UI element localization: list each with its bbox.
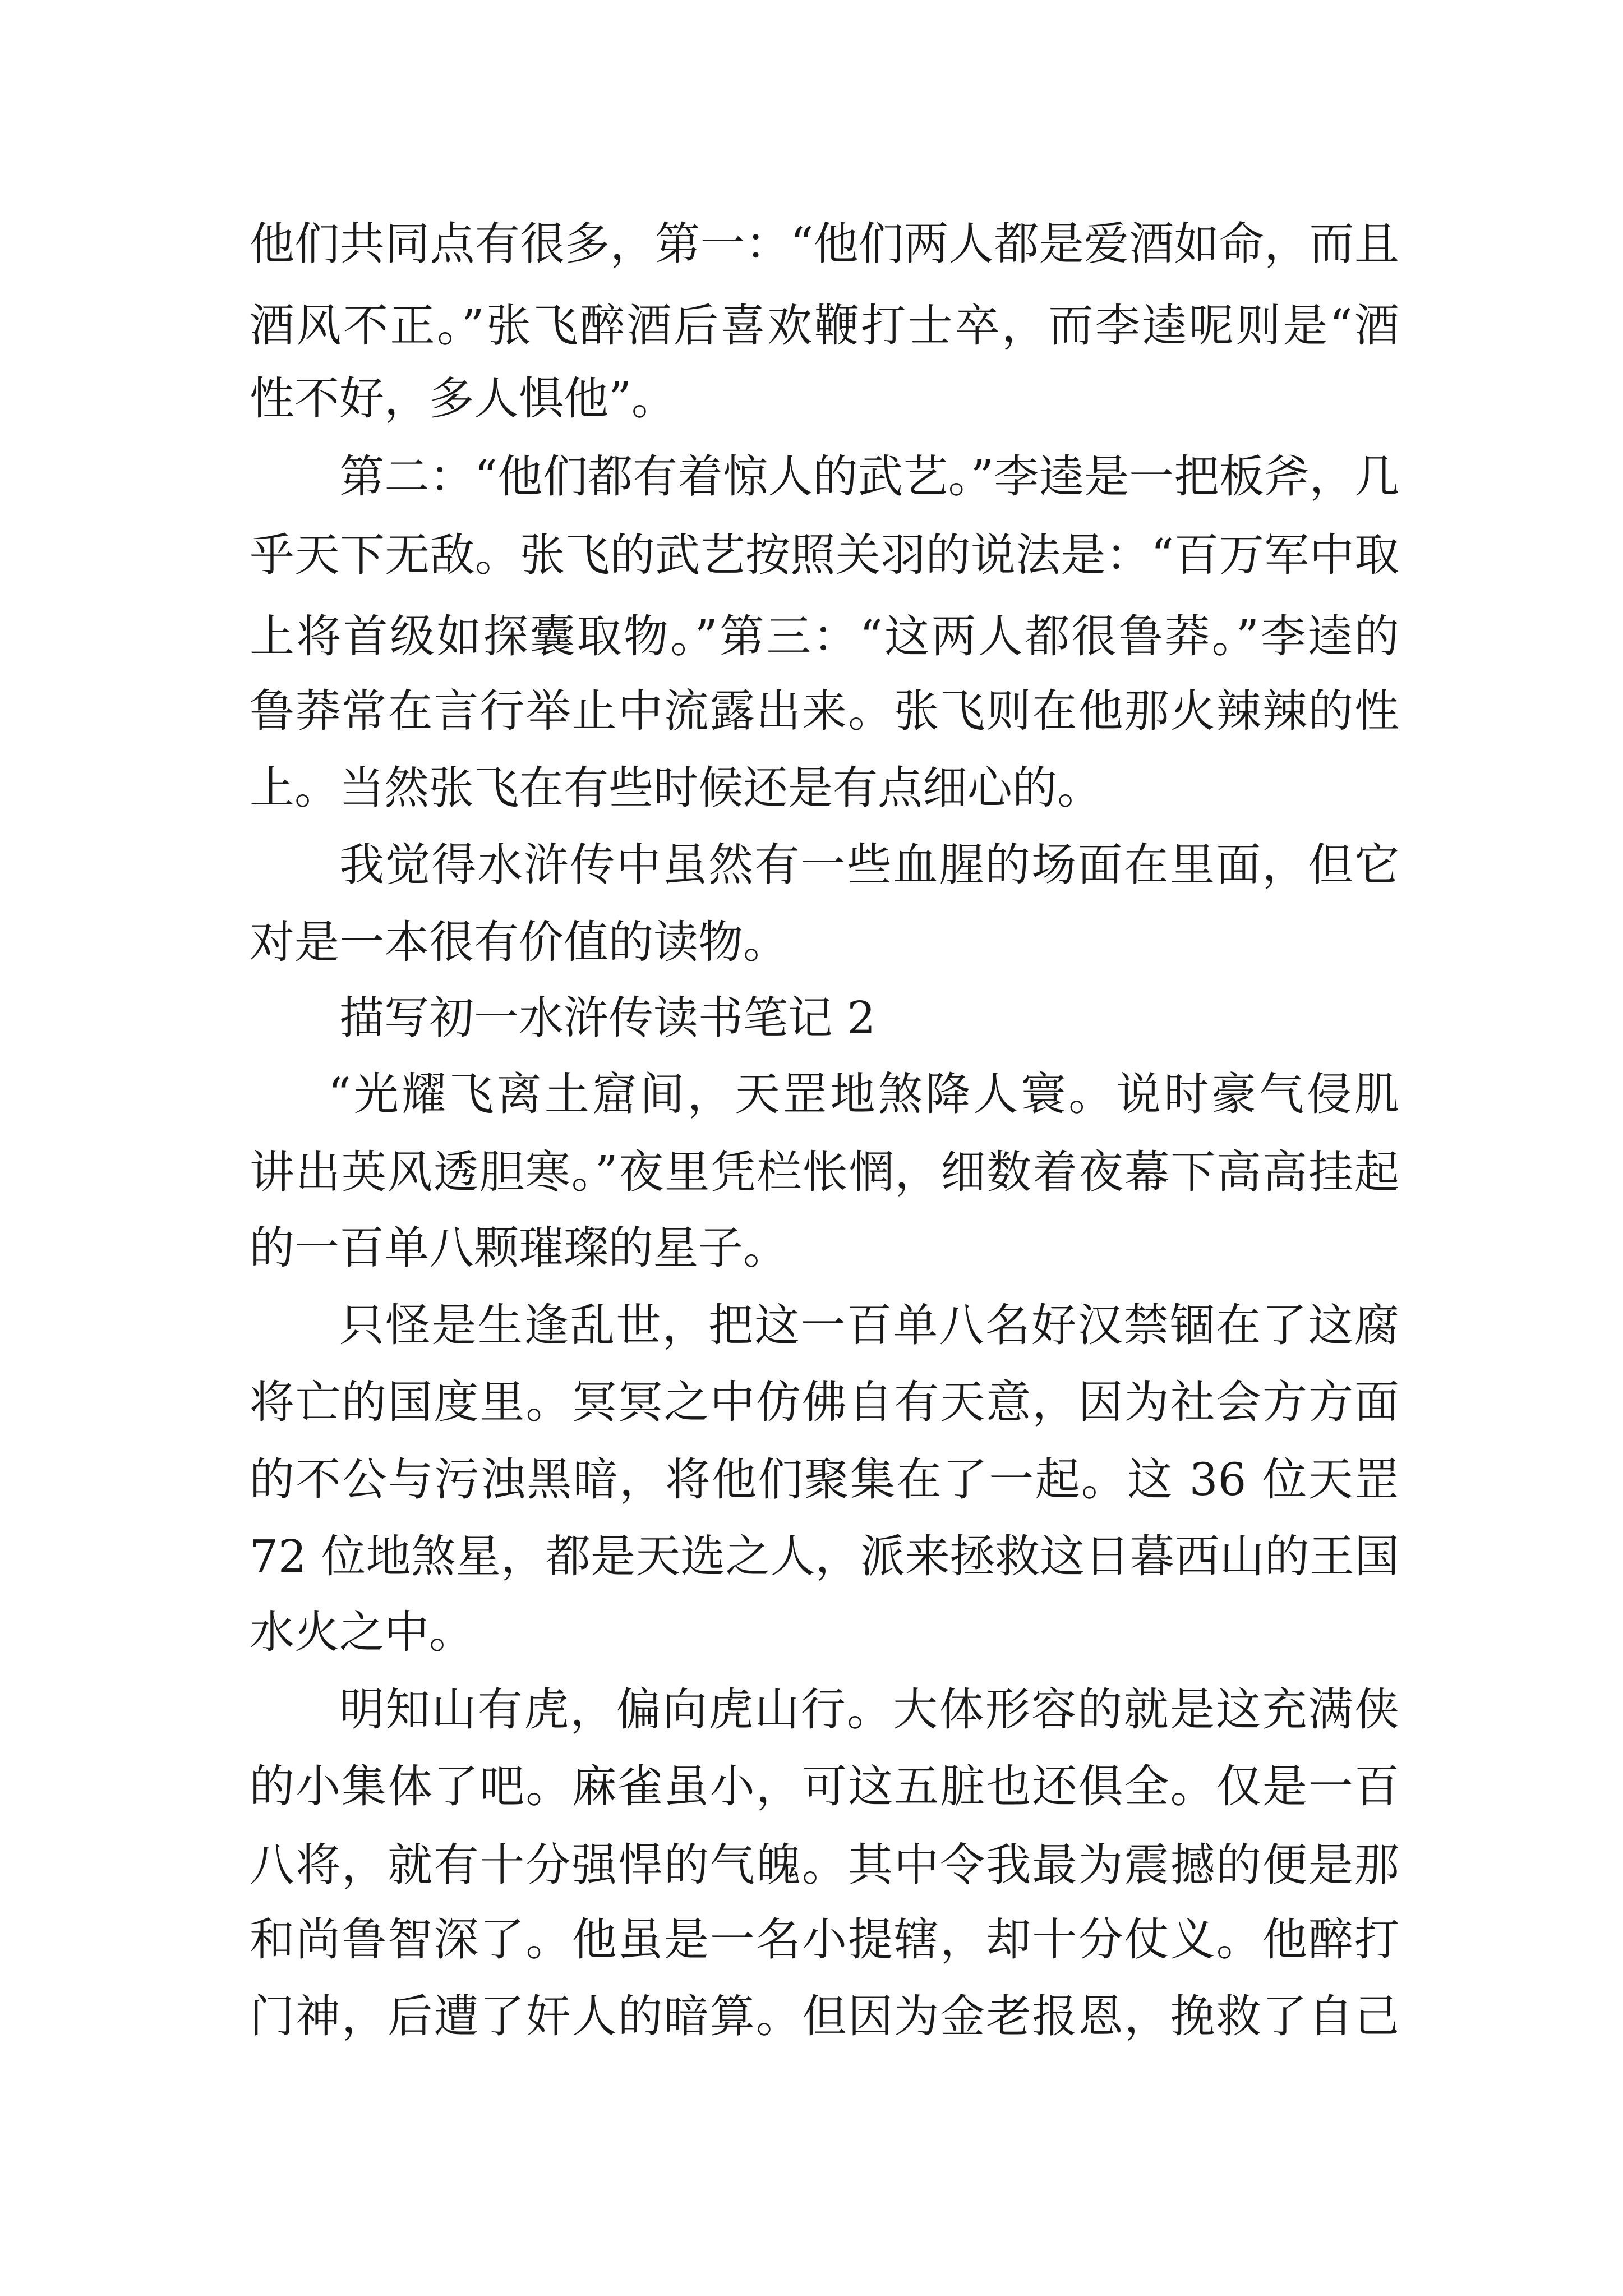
- text-line: 的小集体了吧。麻雀虽小，可这五脏也还俱全。仅是一百: [250, 1760, 1399, 1812]
- text-line: 72 位地煞星，都是天选之人，派来拯救这日暮西山的王国: [250, 1530, 1399, 1582]
- text-line: 的不公与污浊黑暗，将他们聚集在了一起。这 36 位天罡: [250, 1453, 1399, 1506]
- text-line: 酒风不正。”张飞醉酒后喜欢鞭打士卒，而李逵呢则是“酒: [250, 300, 1399, 352]
- text-line: 和尚鲁智深了。他虽是一名小提辖，却十分仗义。他醉打: [250, 1913, 1399, 1966]
- text-line: 上。当然张飞在有些时候还是有点细心的。: [250, 762, 1102, 814]
- text-line: 鲁莽常在言行举止中流露出来。张飞则在他那火辣辣的性: [250, 685, 1399, 737]
- text-line: 性不好，多人惧他”。: [250, 372, 676, 425]
- text-line: 将亡的国度里。冥冥之中仿佛自有天意，因为社会方方面: [250, 1376, 1399, 1428]
- text-line: 乎天下无敌。张飞的武艺按照关羽的说法是：“百万军中取: [250, 529, 1399, 581]
- text-line: 对是一本很有价值的读物。: [250, 916, 788, 968]
- text-line: 他们共同点有很多，第一：“他们两人都是爱酒如命，而且: [250, 218, 1399, 270]
- text-line: 门神，后遭了奸人的暗算。但因为金老报恩，挽救了自己: [250, 1990, 1399, 2042]
- text-line: 八将，就有十分强悍的气魄。其中令我最为震撼的便是那: [250, 1839, 1399, 1891]
- text-line: 只怪是生逢乱世，把这一百单八名好汉禁锢在了这腐: [339, 1299, 1399, 1351]
- text-line: 明知山有虎，偏向虎山行。大体形容的就是这充满侠: [339, 1683, 1399, 1736]
- text-line: 我觉得水浒传中虽然有一些血腥的场面在里面，但它: [339, 839, 1399, 891]
- text-line: 上将首级如探囊取物。”第三：“这两人都很鲁莽。”李逵的: [250, 610, 1399, 662]
- text-line: 第二：“他们都有着惊人的武艺。”李逵是一把板斧，几: [339, 450, 1399, 503]
- text-line: 讲出英风透胆寒。”夜里凭栏怅惘，细数着夜幕下高高挂起: [250, 1146, 1399, 1198]
- section-heading: 描写初一水浒传读书笔记 2: [339, 992, 876, 1044]
- text-line: 水火之中。: [250, 1606, 474, 1658]
- text-line: “光耀飞离土窟间，天罡地煞降人寰。说时豪气侵肌: [328, 1068, 1399, 1120]
- text-line: 的一百单八颗璀璨的星子。: [250, 1222, 788, 1274]
